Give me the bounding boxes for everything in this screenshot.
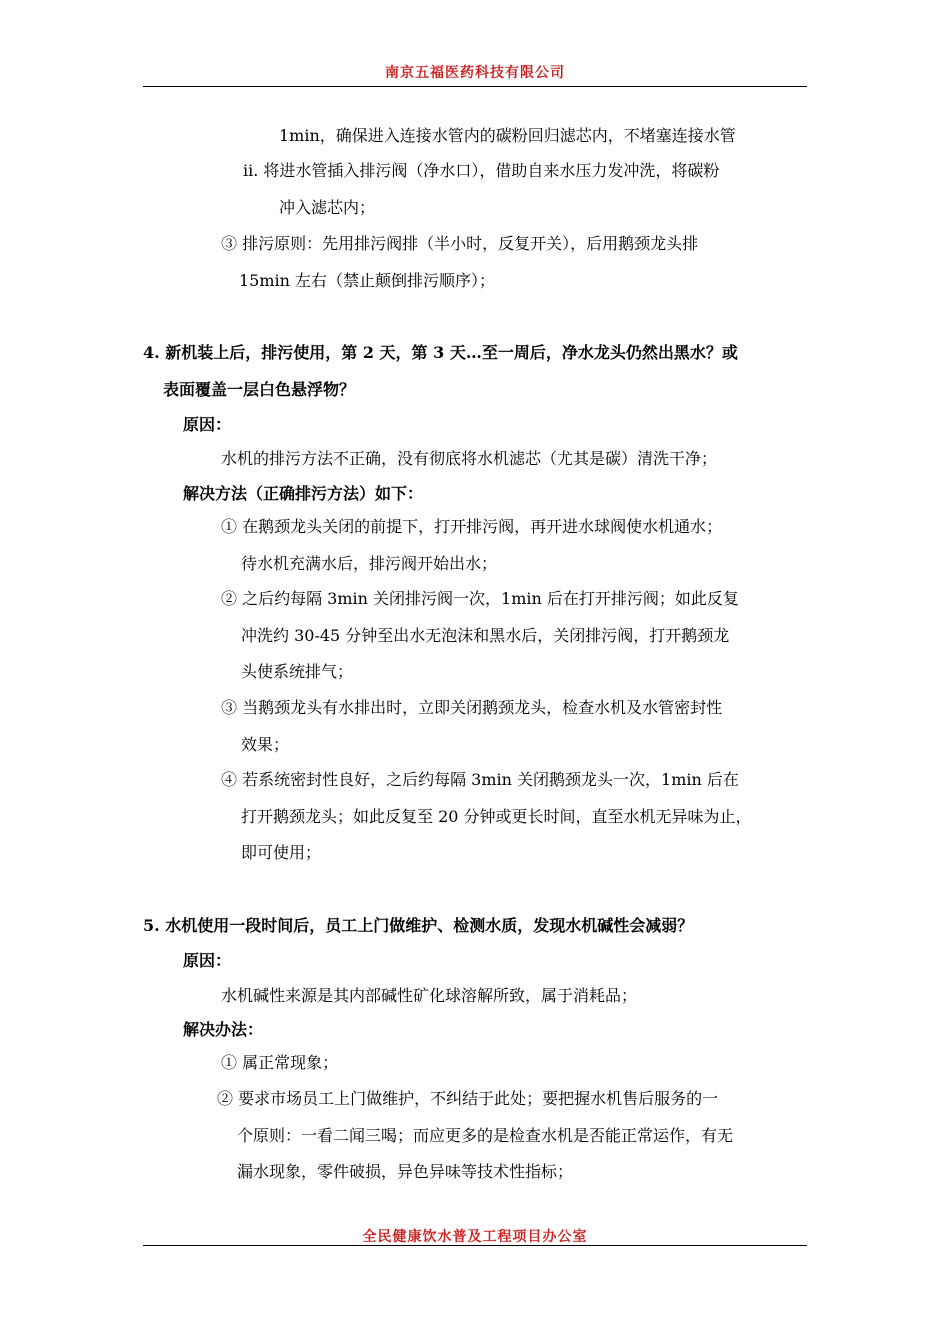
- text-line: ⅱ. 将进水管插入排污阀（净水口），借助自来水压力发冲洗，将碳粉: [243, 161, 720, 180]
- list-item-4: ④ 若系统密封性良好，之后约每隔 3min 关闭鹅颈龙头一次，1min 后在: [221, 770, 739, 789]
- text-line: 15min 左右（禁止颠倒排污顺序）；: [239, 271, 496, 290]
- text-line: 冲入滤芯内；: [279, 198, 376, 217]
- text-line: 即可使用；: [241, 843, 322, 862]
- text-line: 漏水现象，零件破损，异色异味等技术性指标；: [237, 1162, 574, 1181]
- question-5-heading: 5. 水机使用一段时间后，员工上门做维护、检测水质，发现水机碱性会减弱？: [143, 916, 694, 935]
- header-company-name: 南京五福医药科技有限公司: [385, 65, 565, 81]
- cause-label: 原因：: [183, 415, 232, 434]
- list-item-3: ③ 排污原则：先用排污阀排（半小时，反复开关），后用鹅颈龙头排: [221, 234, 699, 253]
- text-line: 头使系统排气；: [241, 662, 354, 681]
- text-line: 1min，确保进入连接水管内的碳粉回归滤芯内，不堵塞连接水管: [279, 126, 736, 145]
- footer-office-name: 全民健康饮水普及工程项目办公室: [362, 1229, 588, 1245]
- list-item-3: ③ 当鹅颈龙头有水排出时，立即关闭鹅颈龙头，检查水机及水管密封性: [221, 698, 723, 717]
- question-4-heading-cont: 表面覆盖一层白色悬浮物？: [163, 380, 356, 399]
- footer-rule: [143, 1245, 807, 1246]
- list-item-2: ② 要求市场员工上门做维护，不纠结于此处；要把握水机售后服务的一: [217, 1089, 719, 1108]
- cause-text: 水机的排污方法不正确，没有彻底将水机滤芯（尤其是碳）清洗干净；: [221, 449, 718, 468]
- solution-label: 解决方法（正确排污方法）如下：: [183, 484, 424, 503]
- text-line: 打开鹅颈龙头；如此反复至 20 分钟或更长时间，直至水机无异味为止，: [241, 807, 752, 826]
- text-line: 个原则：一看二闻三喝；而应更多的是检查水机是否能正常运作，有无: [237, 1126, 734, 1145]
- text-line: 待水机充满水后，排污阀开始出水；: [241, 554, 498, 573]
- text-line: 效果；: [241, 735, 290, 754]
- text-line: 冲洗约 30-45 分钟至出水无泡沫和黑水后，关闭排污阀，打开鹅颈龙: [241, 626, 730, 645]
- list-item-2: ② 之后约每隔 3min 关闭排污阀一次，1min 后在打开排污阀；如此反复: [221, 589, 739, 608]
- cause-label: 原因：: [183, 951, 232, 970]
- solution-label: 解决办法：: [183, 1020, 264, 1039]
- question-4-heading: 4. 新机装上后，排污使用，第 2 天，第 3 天…至一周后，净水龙头仍然出黑水？或: [143, 343, 738, 362]
- list-item-1: ① 在鹅颈龙头关闭的前提下，打开排污阀，再开进水球阀使水机通水；: [221, 517, 723, 536]
- list-item-1: ① 属正常现象；: [221, 1053, 339, 1072]
- header-rule: [143, 86, 807, 87]
- cause-text: 水机碱性来源是其内部碱性矿化球溶解所致，属于消耗品；: [221, 986, 638, 1005]
